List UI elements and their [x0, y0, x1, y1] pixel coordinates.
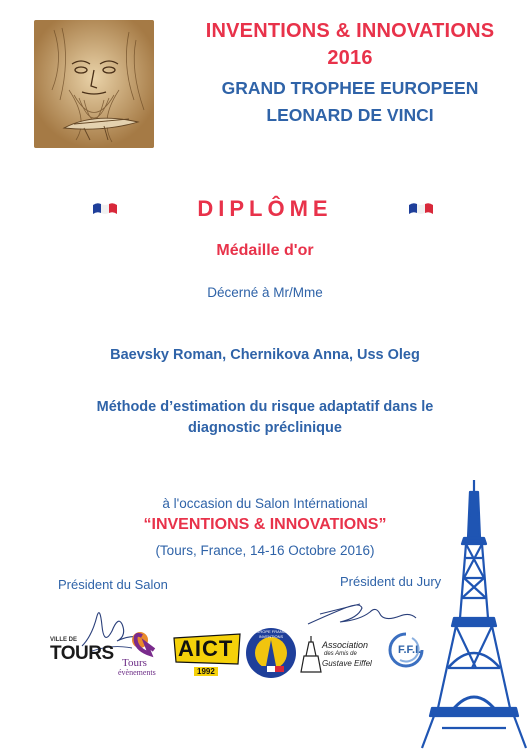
medal-label: Médaille d'or [216, 242, 314, 259]
recipients: Baevsky Roman, Chernikova Anna, Uss Oleg [110, 347, 420, 363]
header-line-3: GRAND TROPHEE EUROPEEN [221, 78, 479, 98]
europe-france-inventions-logo: EUROPE FRANCE INVENTIONS [244, 626, 298, 680]
header-line-1: INVENTIONS & INNOVATIONS [205, 20, 495, 42]
president-jury-label: Président du Jury [340, 574, 442, 589]
salon-name: “INVENTIONS & INNOVATIONS” [143, 516, 387, 533]
work-title-line-1: Méthode d’estimation du risque adaptatif dans le [96, 399, 434, 415]
place-dates: (Tours, France, 14-16 Octobre 2016) [155, 543, 375, 558]
tours-city-logo: VILLE DE TOURS [50, 637, 114, 664]
header-year: 2016 [327, 47, 373, 69]
tours-evenements-logo: Tours évènements [118, 630, 170, 678]
amis-gustave-eiffel-logo: Association des Amis de Gustave Eiffel [300, 630, 374, 678]
ffi-logo: F.F.I. [382, 630, 430, 678]
awarded-to-label: Décerné à Mr/Mme [207, 285, 323, 300]
leonardo-portrait [34, 20, 154, 148]
president-salon-label: Président du Salon [58, 577, 168, 592]
signature [300, 594, 420, 634]
diploma-title: DIPLÔME [197, 196, 333, 221]
aict-logo: AICT 1992 [172, 632, 242, 678]
occasion-text: à l'occasion du Salon Intérnational [162, 496, 368, 511]
header-line-4: LEONARD DE VINCI [266, 105, 434, 125]
work-title-line-2: diagnostic préclinique [188, 420, 342, 436]
